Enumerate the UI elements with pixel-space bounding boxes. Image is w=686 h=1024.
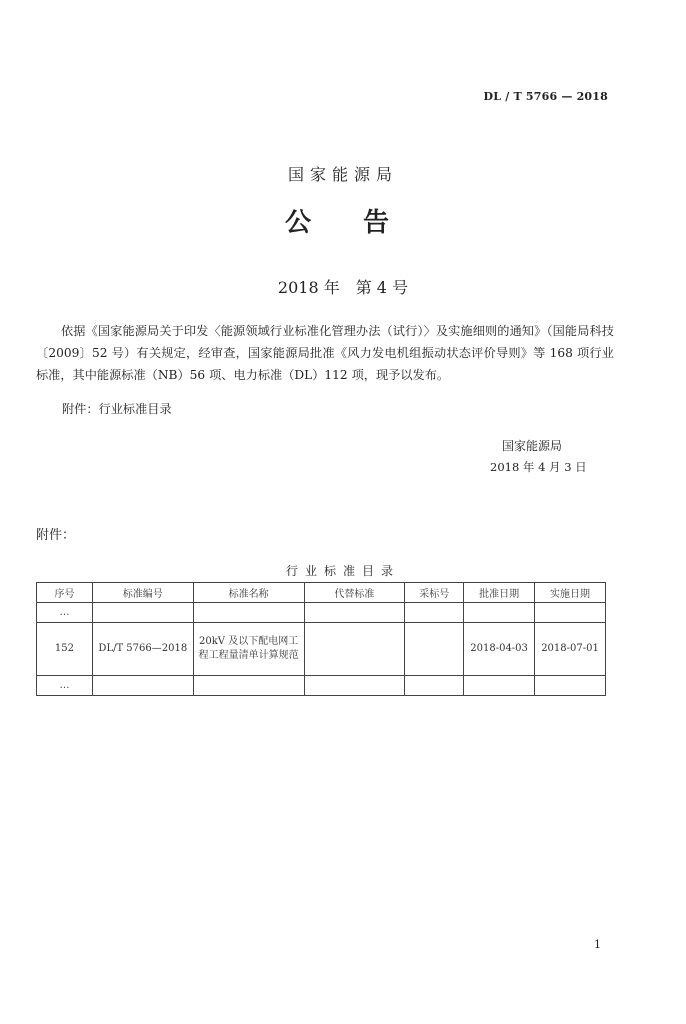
cell-standard-name: 20kV 及以下配电网工程工程量清单计算规范 (193, 623, 304, 676)
header-seq: 序号 (37, 583, 93, 603)
signature-date: 2018 年 4 月 3 日 (490, 460, 587, 474)
page-number: 1 (594, 938, 601, 951)
cell-seq: … (37, 676, 93, 696)
table-header-row (37, 583, 606, 603)
cell-adopted-number (405, 603, 464, 623)
cell-approval-date: 2018-04-03 (464, 623, 535, 676)
notice-body: 依据《国家能源局关于印发〈能源领域行业标准化管理办法（试行）〉及实施细则的通知》（国能局科技〔2009〕52 号）有关规定，经审查，国家能源局批准《风力发电机组振动状态评价导则》等 168 项行业标准，其中能源标准（NB）56 项、电力标准（DL）112 项，现予以发布。 (36, 324, 614, 382)
document-number: DL / T 5766 — 2018 (483, 90, 608, 103)
header-replaced-standard: 代替标准 (304, 583, 405, 603)
table-row (37, 623, 606, 676)
header-implementation-date: 实施日期 (535, 583, 606, 603)
cell-adopted-number (405, 623, 464, 676)
cell-seq: … (37, 603, 93, 623)
cell-approval-date (464, 603, 535, 623)
notice-title: 公告 (284, 208, 441, 238)
cell-replaced-standard (304, 676, 405, 696)
table-row (37, 676, 606, 696)
cell-standard-name (193, 676, 304, 696)
cell-standard-name (193, 603, 304, 623)
cell-seq: 152 (37, 623, 93, 676)
issue-number: 2018 年 第 4 号 (277, 278, 409, 297)
cell-standard-number (92, 603, 193, 623)
cell-implementation-date: 2018-07-01 (535, 623, 606, 676)
header-adopted-number: 采标号 (405, 583, 464, 603)
cell-approval-date (464, 676, 535, 696)
cell-replaced-standard (304, 623, 405, 676)
cell-standard-number: DL/T 5766—2018 (92, 623, 193, 676)
standards-table (36, 582, 606, 696)
header-approval-date: 批准日期 (464, 583, 535, 603)
header-standard-name: 标准名称 (193, 583, 304, 603)
cell-adopted-number (405, 676, 464, 696)
attachment-reference: 附件：行业标准目录 (62, 402, 172, 416)
table-row (37, 603, 606, 623)
cell-implementation-date (535, 676, 606, 696)
header-standard-number: 标准编号 (92, 583, 193, 603)
issuing-agency: 国家能源局 (287, 165, 398, 184)
cell-implementation-date (535, 603, 606, 623)
signature-name: 国家能源局 (502, 439, 563, 453)
cell-standard-number (92, 676, 193, 696)
attachment-label: 附件： (36, 528, 76, 543)
cell-replaced-standard (304, 603, 405, 623)
table-title: 行业标准目录 (285, 564, 400, 578)
